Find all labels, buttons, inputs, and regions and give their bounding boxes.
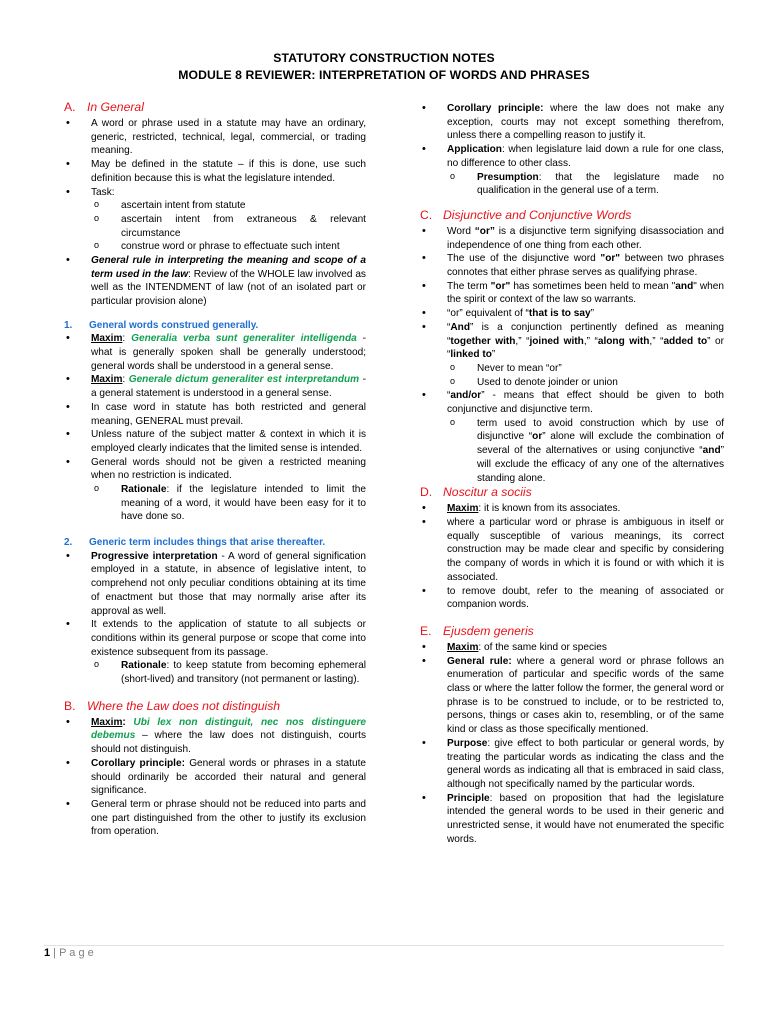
section-d-heading: D. Noscitur a sociis xyxy=(420,485,532,500)
list-item: • Maxim: Ubi lex non distinguit, nec nos distinguere debemus – where the law does not distinguish, courts should not distinguish. xyxy=(64,716,366,757)
sub-list-item: o Rationale: to keep statute from becoming ephemeral (short-lived) and transitory (not permanent or lasting). xyxy=(64,659,366,686)
list-item: • Maxim: Generale dictum generaliter est interpretandum - a general statement is understood in a general sense. xyxy=(64,373,366,400)
list-item: • “and/or” - means that effect should be given to both conjunctive and disjunctive term. xyxy=(420,389,724,416)
list-item: • Principle: based on proposition that had the legislature intended the general words to be used in their generic and unrestricted sense, it would have not enumerated the specific words. xyxy=(420,792,724,847)
sub-list-item: o construe word or phrase to effectuate such intent xyxy=(64,240,366,254)
sub-list-item: o Rationale: if the legislature intended to limit the meaning of a word, it would have been easy for it to have done so. xyxy=(64,483,366,524)
list-item: • General rule: where a general word or phrase follows an enumeration of particular and specific words of the same class or where the latter follow the former, the general word or phrase is to be construed to include, or to be restricted to, persons, things or cases akin to, resembling, or of the same kind or class as those specifically mentioned. xyxy=(420,655,724,737)
list-item: • “And” is a conjunction pertinently defined as meaning “together with,” “joined with,” “along with,” “added to” or “linked to” xyxy=(420,321,724,362)
list-item: • Corollary principle: where the law does not make any exception, courts may not except something therefrom, unless there a compelling reason to justify it. xyxy=(420,102,724,143)
list-item: • Purpose: give effect to both particular or general words, by treating the particular words as indicating the class and the general words as indicating all that is embraced in said class, although not specifically named by the particular words. xyxy=(420,737,724,792)
section-e-heading: E. Ejusdem generis xyxy=(420,623,534,638)
list-item: • Corollary principle: General words or phrases in a statute should ordinarily be accorded their natural and general significance. xyxy=(64,757,366,798)
list-item: • General term or phrase should not be reduced into parts and one part distinguished from the other to justify its exclusion from operation. xyxy=(64,798,366,839)
sub-list-item: o Presumption: that the legislature made no qualification in the general use of a term. xyxy=(420,171,724,198)
list-item: • Progressive interpretation - A word of general signification employed in a statute, in absence of legislative intent, to comprehend not only peculiar conditions obtaining at its time of enactment but those that may normally arise after its approval as well. xyxy=(64,550,366,619)
section-c-heading: C. Disjunctive and Conjunctive Words xyxy=(420,207,632,222)
document-subtitle: MODULE 8 REVIEWER: INTERPRETATION OF WORDS AND PHRASES xyxy=(178,68,590,82)
list-item: • Unless nature of the subject matter & context in which it is employed clearly indicates that the limited sense is intended. xyxy=(64,428,366,455)
right-column xyxy=(420,102,724,846)
list-item: • Maxim: Generalia verba sunt generaliter intelligenda - what is generally spoken shall be generally understood; general words shall be understood in a general sense. xyxy=(64,332,366,373)
sub-list-item: o Used to denote joinder or union xyxy=(420,376,724,390)
list-item: • General words should not be given a restricted meaning when no restriction is indicated. xyxy=(64,456,366,483)
list-item: • It extends to the application of statute to all subjects or conditions within its general purpose or scope that come into existence subsequent from its passage. xyxy=(64,618,366,659)
sub-list-item: o term used to avoid construction which by use of disjunctive “or” alone will exclude the combination of several of the alternatives or using conjunctive “and” will exclude the efficacy of any one of the alternatives standing alone. xyxy=(420,417,724,486)
list-item: • Application: when legislature laid down a rule for one class, no difference to other class. xyxy=(420,143,724,170)
list-item: • Maxim: it is known from its associates. xyxy=(420,502,724,516)
page-number: 1 | P a g e xyxy=(44,947,94,959)
list-item: • The term "or" has sometimes been held to mean "and" when the spirit or context of the law so warrants. xyxy=(420,280,724,307)
list-item: • The use of the disjunctive word "or" between two phrases connotes that either phrase serves as qualifying phrase. xyxy=(420,252,724,279)
document-title: STATUTORY CONSTRUCTION NOTES xyxy=(273,51,495,65)
left-column xyxy=(64,100,366,839)
list-item: • A word or phrase used in a statute may have an ordinary, generic, restricted, technical, legal, commercial, or trading meaning. xyxy=(64,117,366,158)
list-item: • to remove doubt, refer to the meaning of associated or companion words. xyxy=(420,585,724,612)
list-item: • “or” equivalent of “that is to say” xyxy=(420,307,724,321)
sub-list-item: o ascertain intent from statute xyxy=(64,199,366,213)
list-item: • Maxim: of the same kind or species xyxy=(420,641,724,655)
subsection-2-heading: 2. Generic term includes things that arise thereafter. xyxy=(64,537,326,549)
list-item: • General rule in interpreting the meaning and scope of a term used in the law: Review of the WHOLE law involved as well as the INTENDMENT of law (not of an isolated part or particular provision alone) xyxy=(64,254,366,309)
sub-list-item: o ascertain intent from extraneous & relevant circumstance xyxy=(64,213,366,240)
footer-divider xyxy=(44,945,724,946)
list-item: • In case word in statute has both restricted and general meaning, GENERAL must prevail. xyxy=(64,401,366,428)
list-item: • May be defined in the statute – if this is done, use such definition because this is what the legislature intended. xyxy=(64,158,366,185)
sub-list-item: o Never to mean “or” xyxy=(420,362,724,376)
list-item: • where a particular word or phrase is ambiguous in itself or equally susceptible of various meanings, its correct construction may be made clear and specific by considering the company of words in which it is found or with which it is associated. xyxy=(420,516,724,585)
list-item: • Task: xyxy=(64,186,366,200)
section-b-heading: B. Where the Law does not distinguish xyxy=(64,698,281,713)
section-a-heading: A. In General xyxy=(64,100,144,114)
subsection-1-heading: 1. General words construed generally. xyxy=(64,319,259,331)
list-item: • Word “or” is a disjunctive term signifying disassociation and independence of one thing from each other. xyxy=(420,225,724,252)
